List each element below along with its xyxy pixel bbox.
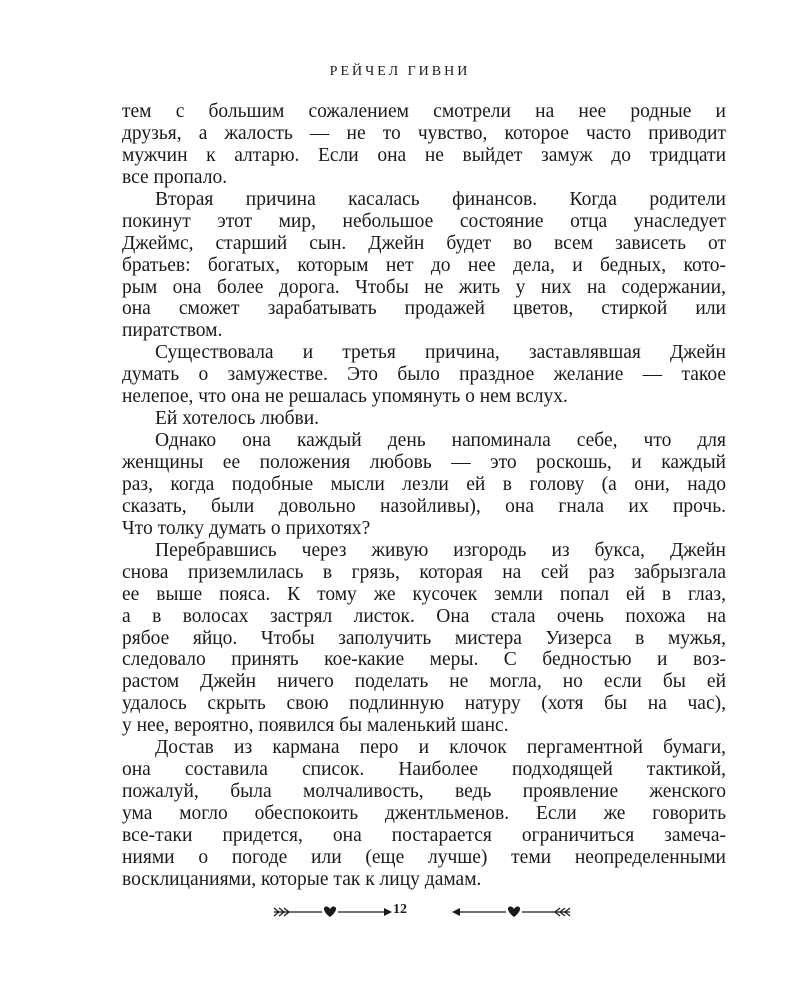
text-line: Ей хотелось любви. [155,408,320,430]
page-footer [0,900,800,924]
text-line: тем с большим сожалением смотрели на нее родные и [122,101,726,122]
text-line: Достав из кармана перо и клочок пергаментной бумаги, [155,737,726,759]
right-ornament-icon [450,904,572,920]
text-line: удалось скрыть свою подлинную натуру (хотя бы на час), [122,693,726,715]
text-line: думать о замужестве. Это было праздное желание — такое [122,364,726,386]
text-line: ее выше пояса. К тому же кусочек земли попал ей в глаз, [122,583,726,605]
text-line: у нее, вероятно, появился бы маленький шанс. [122,715,509,737]
text-line: раз, когда подобные мысли лезли ей в голову (а они, надо [122,473,726,495]
text-line: Однако она каждый день напоминала себе, что для [155,430,726,452]
text-line: братьев: богатых, которым нет до нее дела, и бедных, кото- [122,254,726,276]
text-line: друзья, а жалость — не то чувство, которое часто приводит [122,122,726,144]
text-line: пиратством. [122,320,223,342]
text-line: Вторая причина касалась финансов. Когда родители [155,188,726,210]
text-line: покинут этот мир, небольшое состояние отца унаследует [122,210,726,232]
text-line: ума могло обеспокоить джентльменов. Если же говорить [122,803,726,824]
text-line: женщины ее положения любовь — это роскошь, и каждый [122,452,726,473]
text-line: все пропало. [122,166,228,188]
text-line: все-таки придется, она постарается ограничиться замеча- [122,824,726,846]
text-line: Существовала и третья причина, заставлявшая Джейн [155,342,726,364]
text-line: следовало принять кое-какие меры. С бедностью и воз- [122,649,726,671]
text-line: пожалуй, была молчаливость, ведь проявление женского [122,781,726,803]
text-line: сказать, были довольно назойливы), она гнала их прочь. [122,495,726,517]
page-number: 12 [393,902,407,917]
running-head: РЕЙЧЕЛ ГИВНИ [329,64,471,79]
text-line: нелепое, что она не решалась упомянуть о нем вслух. [122,386,568,408]
text-line: она сможет зарабатывать продажей цветов, стиркой или [122,298,726,320]
text-line: Что толку думать о прихотях? [122,517,371,539]
text-line: снова приземлилась в грязь, которая на сей раз забрызгала [122,561,726,583]
left-ornament-icon [272,904,394,920]
text-line: восклицаниями, которые так к лицу дамам. [122,868,482,890]
text-line: она составила список. Наиболее подходящей тактикой, [122,759,726,781]
text-line: Джеймс, старший сын. Джейн будет во всем зависеть от [122,232,726,254]
text-line: мужчин к алтарю. Если она не выйдет замуж до тридцати [122,144,726,166]
text-line: Перебравшись через живую изгородь из букса, Джейн [155,539,726,561]
text-line: а в волосах застрял листок. Она стала очень похожа на [122,605,726,627]
text-line: рябое яйцо. Чтобы заполучить мистера Уизерса в мужья, [122,627,726,649]
body-text [122,101,726,891]
text-line: ниями о погоде или (еще лучше) теми неопределенными [122,846,726,868]
text-line: рым она более дорога. Чтобы не жить у них на содержании, [122,276,726,298]
text-line: растом Джейн ничего поделать не могла, но если бы ей [122,671,726,693]
